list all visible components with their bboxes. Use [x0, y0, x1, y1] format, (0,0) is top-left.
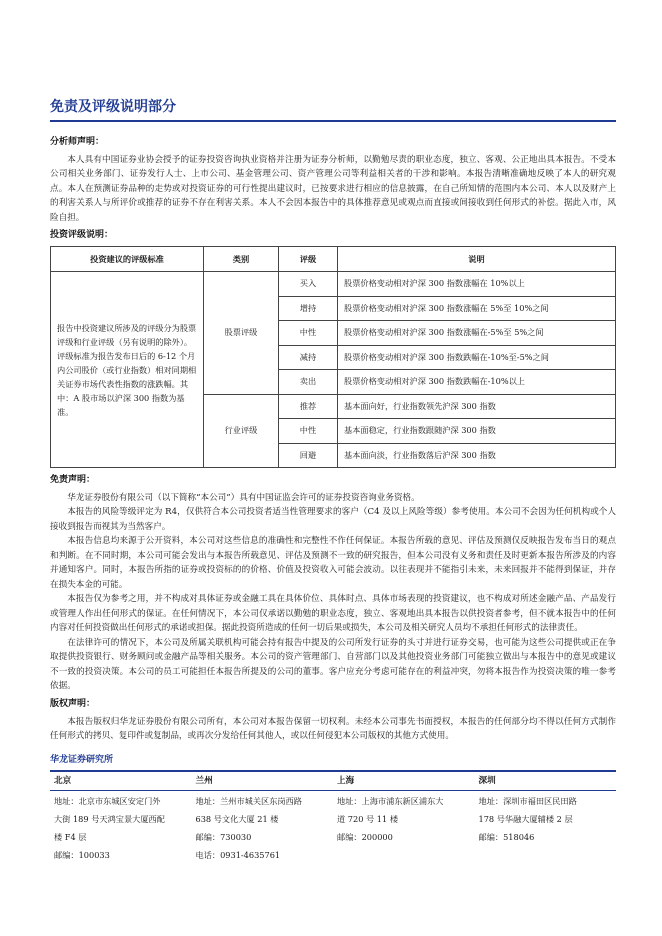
office-line: 178 号华融大厦辅楼 2 层 [478, 814, 573, 824]
disclaimer-paragraph: 华龙证券股份有限公司（以下简称“本公司”）具有中国证监会许可的证券投资咨询业务资格。 [67, 492, 420, 503]
office-line: 邮编：730030 [195, 832, 252, 842]
office-city: 上海 [337, 776, 355, 786]
office-line: 地址：深圳市福田区民田路 [478, 796, 577, 806]
office-city: 北京 [54, 776, 72, 786]
office-line: 邮编：100033 [54, 850, 110, 860]
disclaimer-heading: 免责声明： [50, 475, 96, 485]
rating-description: 股票价格变动相对沪深 300 指数涨幅在 10%以上 [338, 272, 616, 297]
copyright-heading: 版权声明： [50, 699, 96, 709]
rating-heading-wrap [50, 228, 616, 243]
office-line: 楼 F4 层 [54, 832, 87, 842]
industry-rating-category: 行业评级 [204, 394, 279, 468]
copyright-section [50, 697, 616, 744]
office-line: 地址：上海市浦东新区浦东大 [337, 796, 444, 806]
rating-table [50, 246, 616, 468]
rating-description: 股票价格变动相对沪深 300 指数涨幅在 5%至 10%之间 [338, 296, 616, 321]
rating-level: 中性 [279, 321, 338, 346]
analyst-statement: 本人具有中国证券业协会授予的证券投资咨询执业资格并注册为证券分析师，以勤勉尽责的职业态度，独立、客观、公正地出具本报告。不受本公司相关业务部门、证券发行人士、上市公司、基金管理公司、资产管理公司等利益相关者的干涉和影响。本报告清晰准确地反映了本人的研究观点。本人在预测证券品种的走势或对投资证券的可行性提出建议时，已按要求进行相应的信息披露，在自己所知情的范围内本公司、本人以及财产上的利害关系人与所评价或推荐的证券不存在利害关系。本人不会因本报告中的具体推荐意见或观点而直接或间接收到任何形式的补偿。据此入市，风险自担。 [50, 154, 616, 223]
rating-description: 基本面向好，行业指数领先沪深 300 指数 [338, 394, 616, 419]
rating-level: 中性 [279, 419, 338, 444]
rating-header-standard: 投资建议的评级标准 [51, 247, 204, 272]
office-shanghai [333, 792, 475, 864]
stock-rating-category: 股票评级 [204, 272, 279, 395]
office-beijing [50, 792, 192, 864]
office-details [50, 792, 616, 864]
rating-level: 增持 [279, 296, 338, 321]
rating-header-description: 说明 [338, 247, 616, 272]
disclaimer-paragraph: 在法律许可的情况下，本公司及所属关联机构可能会持有报告中提及的公司所发行证券的头寸并进行证券交易，也可能为这些公司提供或正在争取提供投资银行、财务顾问或金融产品等相关服务。本公司的资产管理部门、自营部门以及其他投资业务部门可能独立做出与本报告中的意见或建议不一致的投资决策。本公司的员工可能担任本报告所提及的公司的董事。客户应充分考虑可能存在的利益冲突，勿将本报告作为投资决策的唯一参考依据。 [50, 637, 616, 691]
rating-level: 推荐 [279, 394, 338, 419]
rating-header-level: 评级 [279, 247, 338, 272]
page-title: 免责及评级说明部分 [50, 96, 616, 122]
office-line: 电话：0931-4635761 [195, 850, 281, 860]
rating-level: 卖出 [279, 370, 338, 395]
office-city-bar [50, 770, 616, 791]
office-city: 深圳 [478, 776, 496, 786]
institute-heading: 华龙证券研究所 [50, 755, 114, 765]
rating-description: 基本面向淡，行业指数落后沪深 300 指数 [338, 443, 616, 468]
rating-description: 股票价格变动相对沪深 300 指数涨幅在-5%至 5%之间 [338, 321, 616, 346]
office-line: 地址：北京市东城区安定门外 [54, 796, 161, 806]
rating-level: 买入 [279, 272, 338, 297]
office-line: 邮编：200000 [337, 832, 393, 842]
office-shenzhen [475, 792, 617, 864]
rating-description: 基本面稳定，行业指数跟随沪深 300 指数 [338, 419, 616, 444]
disclaimer-paragraph: 本报告的风险等级评定为 R4，仅供符合本公司投资者适当性管理要求的客户（C4 及以上风险等级）参考使用。本公司不会因为任何机构或个人接收到报告而视其为当然客户。 [50, 507, 616, 532]
office-lanzhou [192, 792, 334, 864]
rating-description: 股票价格变动相对沪深 300 指数跌幅在-10%至-5%之间 [338, 345, 616, 370]
copyright-statement: 本报告版权归华龙证券股份有限公司所有，本公司对本报告保留一切权利。未经本公司事先书面授权，本报告的任何部分均不得以任何方式制作任何形式的拷贝、复印件或复制品，或再次分发给任何其他人，或以任何侵犯本公司版权的其他方式使用。 [50, 716, 616, 741]
disclaimer-paragraph: 本报告信息均来源于公开资料，本公司对这些信息的准确性和完整性不作任何保证。本报告所载的意见、评估及预测仅反映报告发布当日的观点和判断。在不同时期，本公司可能会发出与本报告所载意见、评估及预测不一致的研究报告，但本公司没有义务和责任及时更新本报告所涉及的内容并通知客户。同时，本报告所指的证券或投资标的的价格、价值及投资收入可能会波动。以往表现并不能指引未来，未来回报并不能得到保证，并存在损失本金的可能。 [50, 536, 616, 590]
office-line: 地址：兰州市城关区东岗西路 [195, 796, 302, 806]
office-city: 兰州 [195, 776, 213, 786]
rating-level: 回避 [279, 443, 338, 468]
office-line: 道 720 号 11 楼 [337, 814, 399, 824]
rating-level: 减持 [279, 345, 338, 370]
office-line: 邮编：518046 [478, 832, 535, 842]
office-line: 大街 189 号天鸿宝景大厦西配 [54, 814, 165, 824]
rating-standard-text: 报告中投资建议所涉及的评级分为股票评级和行业评级（另有说明的除外）。评级标准为报告发布日后的 6-12 个月内公司股价（或行业指数）相对同期相关证券市场代表性指数的涨跌幅。其中：A 股市场以沪深 300 指数为基准。 [51, 272, 204, 468]
rating-heading: 投资评级说明： [50, 230, 114, 240]
disclaimer-section [50, 473, 616, 694]
rating-description: 股票价格变动相对沪深 300 指数跌幅在-10%以上 [338, 370, 616, 395]
office-line: 638 号文化大厦 21 楼 [195, 814, 279, 824]
disclaimer-paragraph: 本报告仅为参考之用，并不构成对具体证券或金融工具在具体价位、具体时点、具体市场表现的投资建议，也不构成对所述金融产品、产品发行或管理人作出任何形式的保证。在任何情况下，本公司仅承诺以勤勉的职业态度，独立、客观地出具本报告以供投资者参考，但不就本报告中的任何内容对任何投资做出任何形式的承诺或担保。据此投资所造成的任何一切后果或损失，本公司及相关研究人员均不承担任何形式的法律责任。 [50, 594, 616, 633]
analyst-heading: 分析师声明： [50, 137, 105, 147]
analyst-section [50, 135, 616, 225]
rating-header-category: 类别 [204, 247, 279, 272]
